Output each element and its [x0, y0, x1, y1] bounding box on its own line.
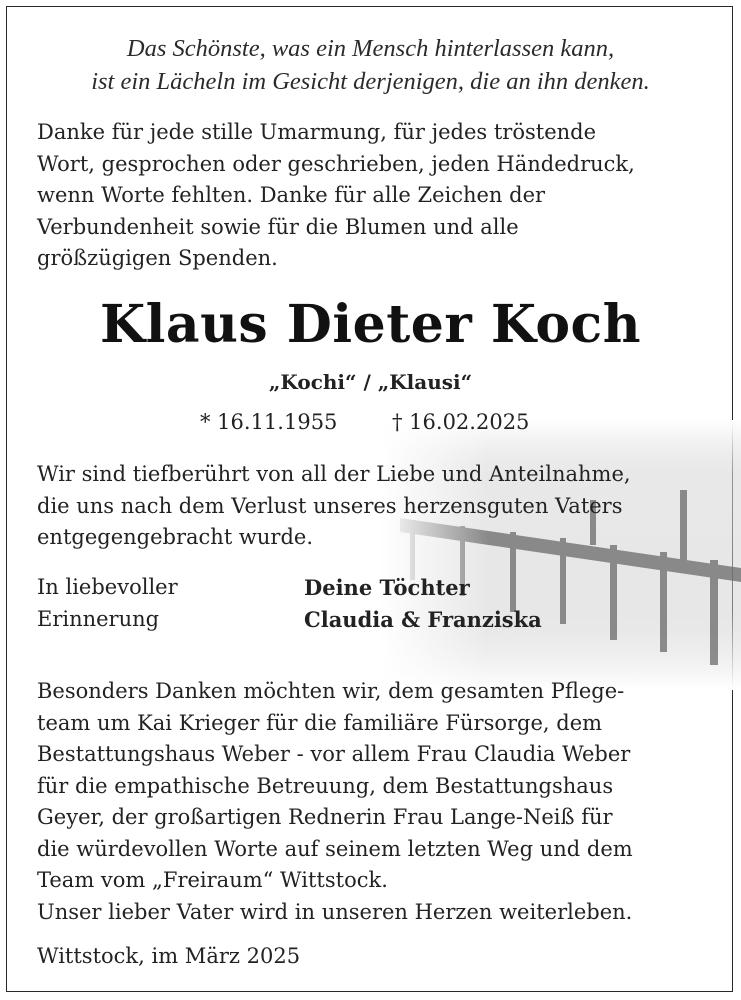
text-line: Verbundenheit sowie für die Blumen und alle — [37, 214, 519, 239]
special-thanks-paragraph — [37, 676, 717, 928]
text-line: Danke für jede stille Umarmung, für jedes tröstende — [37, 120, 597, 144]
text-line: die uns nach dem Verlust unseres herzensguten Vaters — [37, 493, 623, 518]
birth-date: * 16.11.1955 — [200, 410, 338, 434]
motto-line: Das Schönste, was ein Mensch hinterlassen kann, — [126, 35, 615, 62]
text-line: größzügigen Spenden. — [37, 246, 278, 270]
gratitude-paragraph — [37, 459, 717, 554]
nicknames: „Kochi“ / „Klausi“ — [268, 370, 473, 394]
signoff-left-line: In liebevoller — [37, 575, 178, 599]
signoff-daughters: Deine Töchter — [304, 575, 470, 600]
motto-line: ist ein Lächeln im Gesicht derjenigen, die an ihn denken. — [91, 68, 650, 95]
thanks-paragraph — [37, 117, 717, 275]
signoff-left-line: Erinnerung — [37, 607, 160, 631]
motto — [0, 32, 741, 98]
place-date: Wittstock, im März 2025 — [37, 944, 301, 968]
text-line: entgegengebracht wurde. — [37, 525, 314, 549]
text-line: Bestattungshaus Weber - vor allem Frau Claudia Weber — [37, 742, 631, 766]
text-line: Team vom „Freiraum“ Wittstock. — [37, 868, 388, 892]
signoff-names: Claudia & Franziska — [304, 607, 542, 632]
text-line: die würdevollen Worte auf seinem letzten Weg und dem — [37, 836, 633, 861]
death-date: † 16.02.2025 — [392, 410, 530, 434]
text-line: Wort, gesprochen oder geschrieben, jeden Händedruck, — [37, 151, 635, 176]
deceased-name: Klaus Dieter Koch — [99, 294, 642, 355]
text-line: Unser lieber Vater wird in unseren Herzen weiterleben. — [37, 899, 633, 924]
text-line: wenn Worte fehlten. Danke für alle Zeichen der — [37, 183, 546, 207]
text-line: Geyer, der großartigen Rednerin Frau Lange-Neiß für — [37, 805, 613, 829]
text-line: team um Kai Krieger für die familiäre Fürsorge, dem — [37, 710, 603, 735]
text-line: für die empathische Betreuung, dem Bestattungshaus — [37, 773, 614, 798]
text-line: Wir sind tiefberührt von all der Liebe und Anteilnahme, — [37, 462, 631, 486]
text-line: Besonders Danken möchten wir, dem gesamten Pflege- — [37, 679, 625, 703]
